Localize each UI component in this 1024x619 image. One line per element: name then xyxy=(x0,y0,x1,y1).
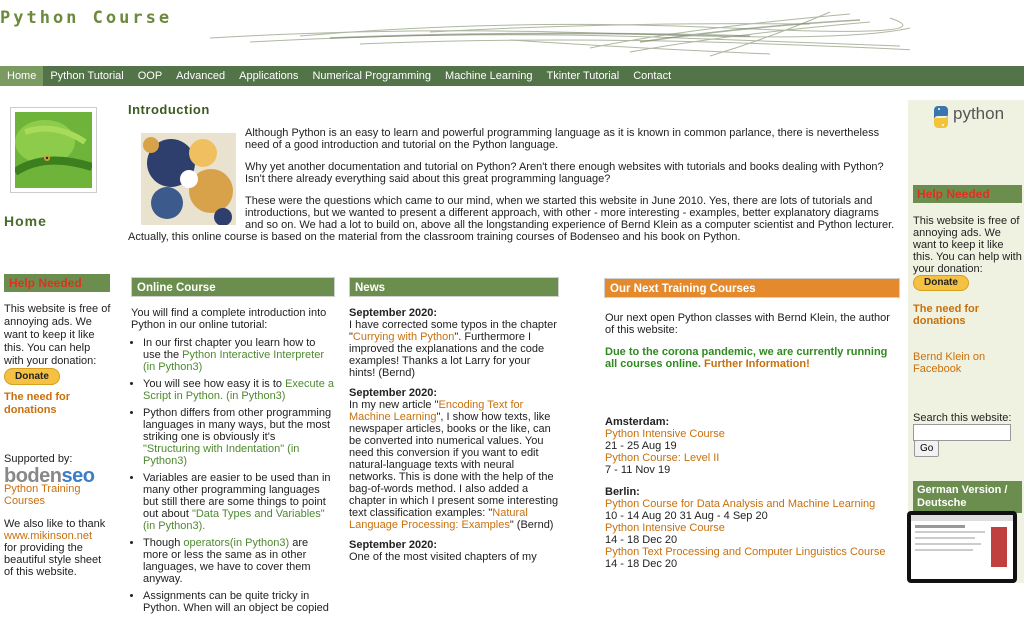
indentation-link[interactable]: "Structuring with Indentation" xyxy=(143,443,285,455)
training-body xyxy=(605,312,895,570)
news-item: One of the most visited chapters of my xyxy=(349,551,537,563)
news-text: In my new article " xyxy=(349,399,439,411)
news-date: September 2020: xyxy=(349,387,438,399)
course-date: 14 - 18 Dec 20 xyxy=(605,534,678,546)
course-link[interactable]: Python Course: Level II xyxy=(605,452,720,464)
page-title: Introduction xyxy=(128,102,210,117)
nav-home[interactable]: Home xyxy=(0,66,43,86)
execute-script-link[interactable]: Execute a Script in Python. xyxy=(143,378,334,402)
search-go-button[interactable]: Go xyxy=(914,440,939,457)
list-item-text: Python differs from other programming languages in many ways, but the most striking one is obviously it's xyxy=(143,407,332,443)
encoding-text-link[interactable]: Encoding Text for Machine Learning xyxy=(349,399,524,423)
course-date: 14 - 18 Dec 20 xyxy=(605,558,678,570)
left-help-paragraph: This website is free of annoying ads. We want to keep it like this. You can help with your donation: xyxy=(4,303,111,367)
course-date: 7 - 11 Nov 19 xyxy=(605,464,671,476)
nav-tkinter-tutorial[interactable]: Tkinter Tutorial xyxy=(546,70,620,82)
right-help-needed-title: Help Needed xyxy=(913,185,1022,203)
online-course-lead: You will find a complete introduction into Python in our online tutorial: xyxy=(131,307,327,331)
thanks-rest: for providing the beautiful style sheet of this website. xyxy=(4,542,102,578)
right-need-donations-link[interactable]: The need for donations xyxy=(913,303,980,327)
data-types-python3-link[interactable]: (in Python3). xyxy=(143,520,206,532)
nav-contact[interactable]: Contact xyxy=(633,70,672,82)
left-help-text xyxy=(4,303,112,385)
list-item-text: Though xyxy=(143,537,184,549)
course-link[interactable]: Python Text Processing and Computer Linguistics Course xyxy=(605,546,886,558)
list-item-text: are more or less the same as in other languages, we have to cover them anyway. xyxy=(143,537,311,585)
news-item xyxy=(349,319,559,379)
training-lead: Our next open Python classes with Bernd Klein, the author of this website: xyxy=(605,312,890,336)
nav-machine-learning[interactable]: Machine Learning xyxy=(445,70,533,82)
news-body xyxy=(349,307,559,563)
execute-python3-link[interactable]: (in Python3) xyxy=(226,390,286,402)
list-item xyxy=(143,537,335,585)
training-courses-heading: Our Next Training Courses xyxy=(604,278,900,298)
right-help-text xyxy=(913,215,1023,291)
currying-link[interactable]: Currying with Python xyxy=(352,331,455,343)
nav-numerical-programming[interactable]: Numerical Programming xyxy=(312,70,432,82)
thanks-label: We also like to thank xyxy=(4,518,106,530)
list-item xyxy=(143,407,335,467)
list-item xyxy=(143,337,335,373)
sidebar-home-heading: Home xyxy=(4,213,47,229)
left-need-donations-link[interactable]: The need for donations xyxy=(4,391,71,416)
corona-text: Due to the corona pandemic, we are currently running all courses online. xyxy=(605,346,888,370)
right-donate-button[interactable]: Donate xyxy=(913,275,969,291)
thumbnail-screen xyxy=(911,515,1013,579)
list-item-text: You will see how easy it is to xyxy=(143,378,286,390)
news-text: I have corrected some typos in the chapter " xyxy=(349,319,557,343)
intro-text xyxy=(128,127,896,243)
nav-python-tutorial[interactable]: Python Tutorial xyxy=(50,70,124,82)
header-banner-image xyxy=(210,8,910,60)
left-donate-button[interactable]: Donate xyxy=(4,368,60,385)
german-version-heading[interactable]: German Version / Deutsche xyxy=(913,481,1022,513)
news-item xyxy=(349,399,559,531)
nav-applications[interactable]: Applications xyxy=(239,70,299,82)
corona-notice xyxy=(605,346,895,370)
facebook-link[interactable]: Bernd Klein on Facebook xyxy=(913,351,986,375)
news-text: ", I show how texts, like newspaper articles, books or the like, can be converted into numerical values. You need this conversion if you want to edit natural-language texts with neural networks. This is done with the help of the bag-of-words method. I also added a chapter in which I present some interesting text classification examples: " xyxy=(349,411,559,519)
online-course-body xyxy=(131,307,335,619)
operators-link[interactable]: operators xyxy=(183,537,230,549)
supported-by-label: Supported by: xyxy=(4,453,73,465)
left-help-needed-title: Help Needed xyxy=(4,274,110,292)
further-information-link[interactable]: Further Information! xyxy=(704,358,810,370)
intro-paragraph-1: Although Python is an easy to learn and powerful programming language as it is known in common parlance, there is nevertheless need of a good introduction and tutorial on the Python language. xyxy=(245,127,880,151)
city-berlin: Berlin: xyxy=(605,486,640,498)
intro-paragraph-3-main: These were the questions which came to our mind, when we started this website in June 2010. Yes, there are lots of tutorials and introductions, but we wanted to present a different approach, with other - more interesting - examples, better explanatory diagrams and so on. We had a lot to build on, above all the longstanding experience of Bernd Klein as a computer scientist and Python lecturer. xyxy=(245,195,895,231)
course-link[interactable]: Python Course for Data Analysis and Machine Learning xyxy=(605,498,876,510)
news-heading: News xyxy=(349,277,559,297)
city-amsterdam: Amsterdam: xyxy=(605,416,670,428)
search-label: Search this website: xyxy=(913,412,1012,424)
nav-advanced[interactable]: Advanced xyxy=(176,70,226,82)
bodenseo-logo[interactable]: bodenseo xyxy=(4,465,95,487)
indentation-python3-link[interactable]: (in Python3) xyxy=(143,443,300,467)
nav-oop[interactable]: OOP xyxy=(137,70,163,82)
news-date: September 2020: xyxy=(349,539,438,551)
course-link[interactable]: Python Intensive Course xyxy=(605,522,725,534)
python-logo-text: python xyxy=(953,104,1005,123)
list-item: • Assignments can be quite tricky in Python. When will an object be copied xyxy=(143,590,335,614)
online-course-heading: Online Course xyxy=(131,277,335,297)
python-logo[interactable] xyxy=(928,104,1018,133)
snake-photo xyxy=(10,107,97,193)
mikinson-link[interactable]: www.mikinson.net xyxy=(4,530,93,542)
list-item xyxy=(143,378,335,402)
intro-paragraph-2: Why yet another documentation and tutorial on Python? Aren't there enough websites with tutorials and books dealing with Python? Isn't there already everything said about this great programming language? xyxy=(245,161,884,185)
course-date: 10 - 14 Aug 20 31 Aug - 4 Sep 20 xyxy=(605,510,768,522)
course-link[interactable]: Python Intensive Course xyxy=(605,428,725,440)
python-training-courses-link[interactable]: Python Training Courses xyxy=(4,483,81,507)
search-input[interactable] xyxy=(913,424,1011,441)
interpreter-python3-link[interactable]: (in Python3) xyxy=(143,361,203,373)
fractal-image xyxy=(141,133,236,225)
thanks-text xyxy=(4,518,112,578)
operators-python3-link[interactable]: (in Python3) xyxy=(229,537,290,549)
data-types-link[interactable]: "Data Types and Variables" xyxy=(191,508,325,520)
course-date: 21 - 25 Aug 19 xyxy=(605,440,677,452)
news-text: ". Furthermore I improved the explanations and the code examples! Thanks a lot Larry for your hints! (Bernd) xyxy=(349,331,545,379)
right-help-paragraph: This website is free of annoying ads. We want to keep it like this. You can help with your donation: xyxy=(913,215,1022,275)
list-item-text: Variables are easier to be used than in many other programming languages but still there are some things to point out about xyxy=(143,472,331,520)
nlp-examples-link[interactable]: Natural Language Processing: Examples xyxy=(349,507,528,531)
intro-paragraph-3 xyxy=(128,195,896,243)
list-item xyxy=(143,472,335,532)
interactive-interpreter-link[interactable]: Python Interactive Interpreter xyxy=(182,349,324,361)
news-text: " (Bernd) xyxy=(509,519,554,531)
news-date: September 2020: xyxy=(349,307,438,319)
german-site-thumbnail[interactable] xyxy=(907,511,1017,583)
list-item-text: In our first chapter you learn how to use the xyxy=(143,337,316,361)
main-nav xyxy=(0,66,1024,86)
intro-paragraph-3-rest: Actually, this online course is based on the material from the classroom training courses of Bodenseo and his book on Python. xyxy=(128,231,741,243)
site-title[interactable]: Python Course xyxy=(0,8,173,28)
online-course-list xyxy=(131,337,335,614)
